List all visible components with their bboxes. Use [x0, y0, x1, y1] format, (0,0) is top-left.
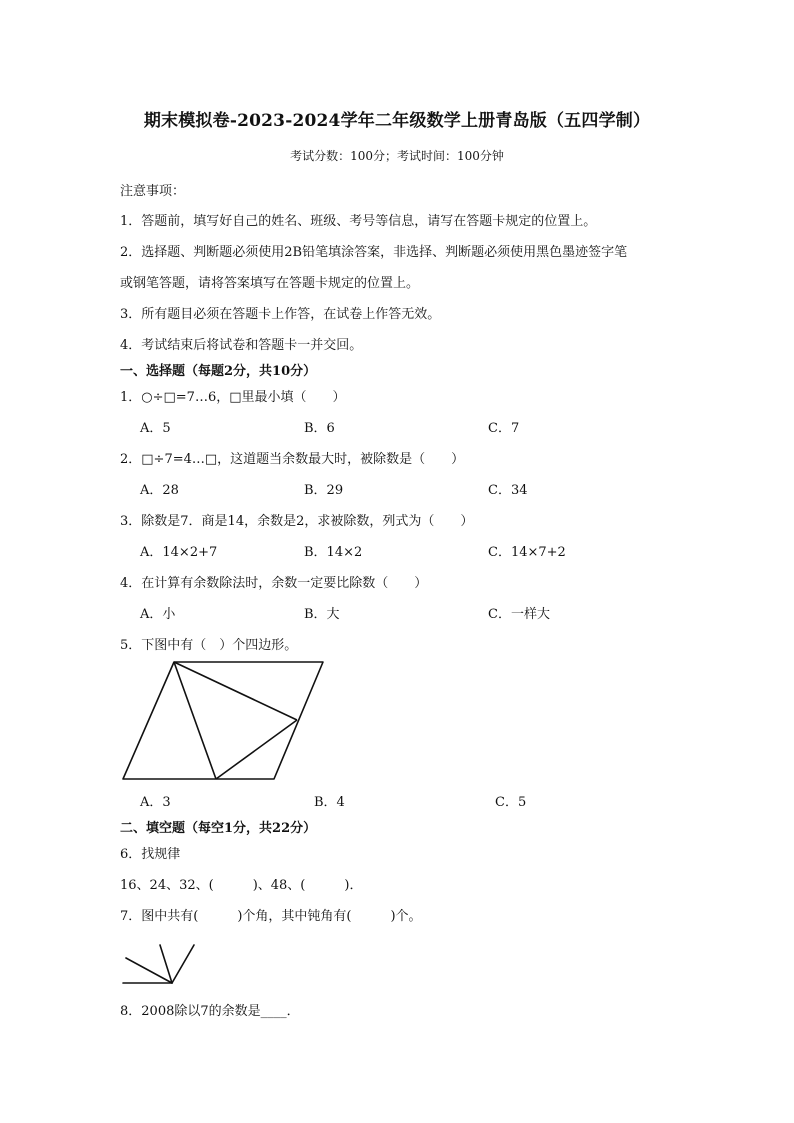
exam-info: 考试分数：100分；考试时间：100分钟 [290, 149, 504, 163]
question-stem: 5．下图中有（ ）个四边形。 [120, 638, 298, 653]
option-b[interactable]: B．14×2 [304, 545, 363, 560]
notice-item: 或钢笔答题，请将答案填写在答题卡规定的位置上。 [120, 276, 420, 291]
notice-item: 1．答题前，填写好自己的姓名、班级、考号等信息，请写在答题卡规定的位置上。 [120, 214, 597, 229]
question-stem: 7．图中共有( )个角，其中钝角有( )个。 [120, 909, 422, 924]
question-line: 16、24、32、( )、48、( )． [120, 878, 363, 893]
option-b[interactable]: B．6 [304, 421, 335, 436]
notice-heading: 注意事项： [120, 184, 186, 199]
option-a[interactable]: A．3 [140, 795, 171, 810]
question-stem: 8．2008除以7的余数是____． [120, 1004, 300, 1019]
question-stem: 6．找规律 [120, 847, 181, 862]
option-b[interactable]: B．4 [314, 795, 345, 810]
option-a[interactable]: A．小 [140, 607, 176, 622]
section-heading: 二、填空题（每空1分，共22分） [120, 821, 317, 836]
question-stem: 4．在计算有余数除法时，余数一定要比除数（ ） [120, 576, 428, 591]
angle-ray [172, 945, 194, 983]
option-a[interactable]: A．14×2+7 [140, 545, 218, 560]
option-b[interactable]: B．29 [304, 483, 344, 498]
option-c[interactable]: C．5 [495, 795, 527, 810]
option-c[interactable]: C．14×7+2 [488, 545, 566, 560]
option-c[interactable]: C．34 [488, 483, 528, 498]
option-a[interactable]: A．5 [140, 421, 171, 436]
notice-item: 2．选择题、判断题必须使用2B铅笔填涂答案，非选择、判断题必须使用黑色墨迹签字笔 [120, 245, 628, 260]
question-stem: 3．除数是7．商是14，余数是2，求被除数，列式为（ ） [120, 514, 474, 529]
option-a[interactable]: A．28 [140, 483, 179, 498]
option-c[interactable]: C．一样大 [488, 607, 550, 622]
page-title: 期末模拟卷-2023-2024学年二年级数学上册青岛版（五四学制） [143, 111, 651, 131]
notice-item: 4．考试结束后将试卷和答题卡一并交回。 [120, 338, 363, 353]
section-heading: 一、选择题（每题2分，共10分） [120, 364, 317, 379]
notice-item: 3．所有题目必须在答题卡上作答，在试卷上作答无效。 [120, 307, 441, 322]
option-c[interactable]: C．7 [488, 421, 520, 436]
option-b[interactable]: B．大 [304, 607, 340, 622]
question-stem: 2．□÷7=4…□，这道题当余数最大时，被除数是（ ） [120, 452, 465, 467]
question-stem: 1．○÷□=7…6，□里最小填（ ） [120, 390, 346, 405]
